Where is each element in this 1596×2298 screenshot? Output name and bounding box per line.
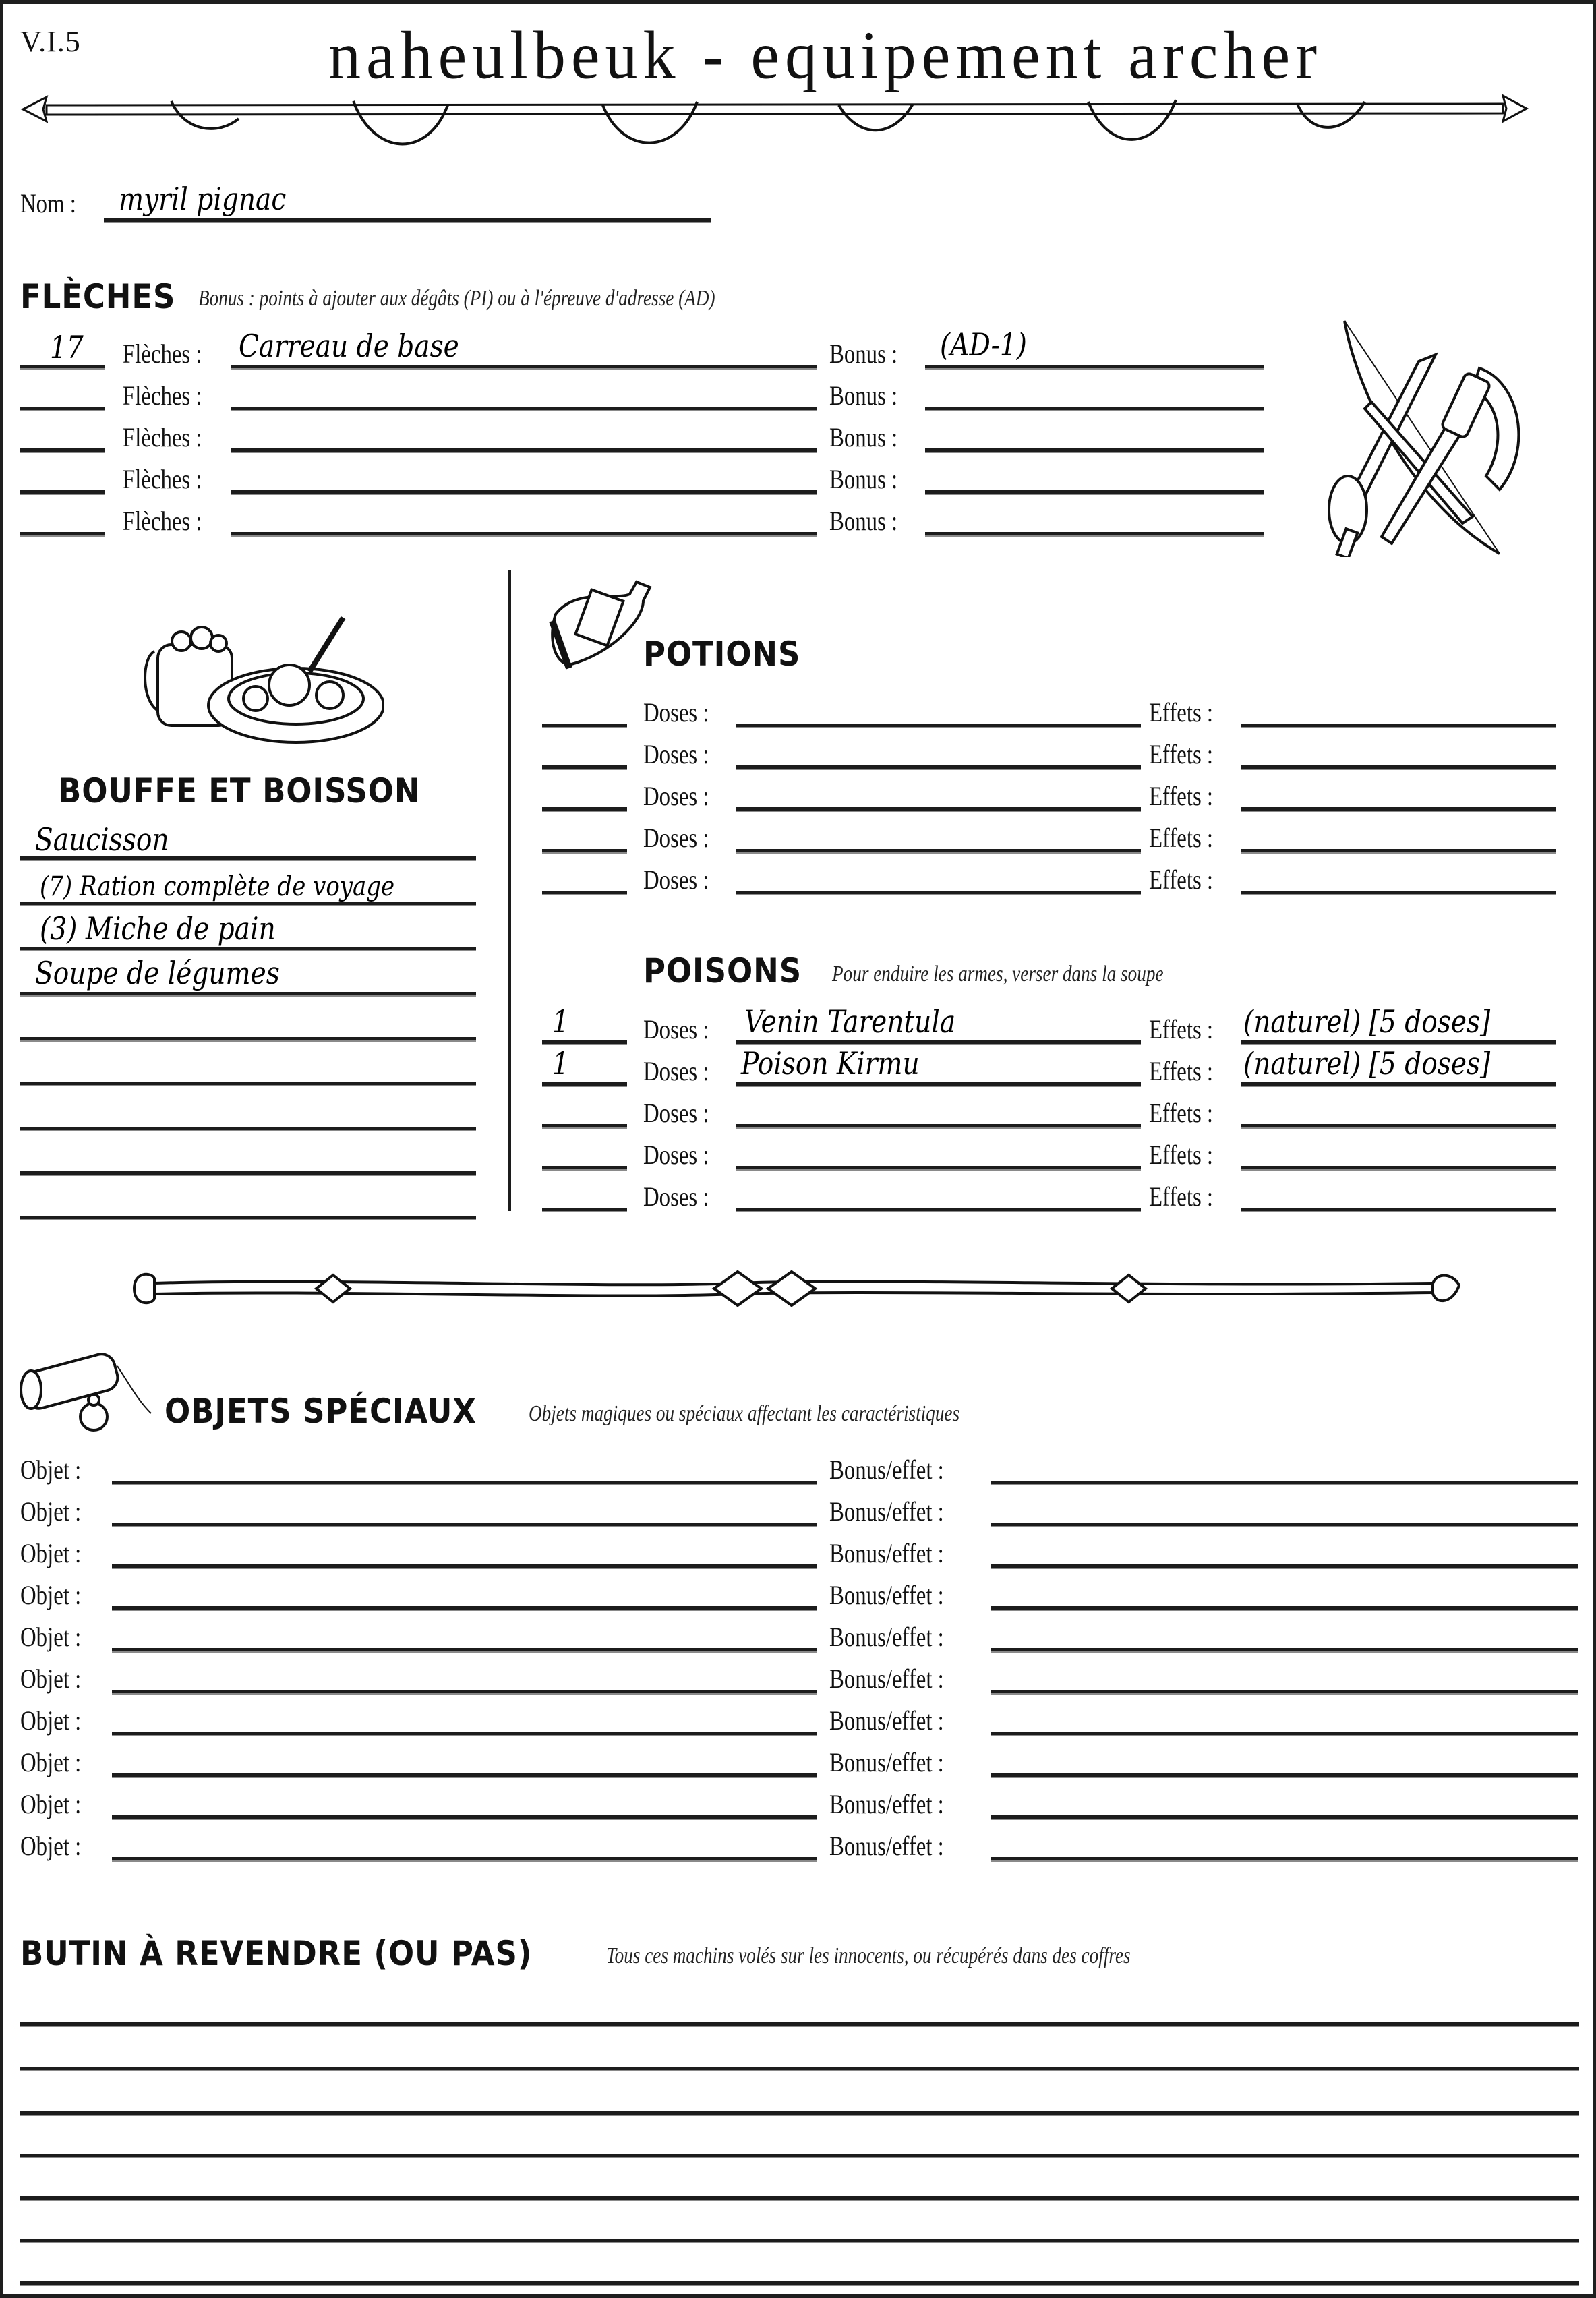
objet-label: Objet : <box>20 1747 82 1777</box>
effets-label: Effets : <box>1149 1014 1214 1044</box>
poison-name-input[interactable]: Poison Kirmu <box>741 1045 920 1082</box>
doses-label: Doses : <box>643 1140 709 1170</box>
objet-bonus-input[interactable] <box>991 1690 1578 1695</box>
butin-section-title: BUTIN À REVENDRE (OU PAS) <box>20 1934 533 1973</box>
fleches-section-subtitle: Bonus : points à ajouter aux dégâts (PI) ou à l'épreuve d'adresse (AD) <box>198 286 715 311</box>
objets-section-title: OBJETS SPÉCIAUX <box>165 1392 477 1431</box>
poisons-section-subtitle: Pour enduire les armes, verser dans la soupe <box>832 962 1164 986</box>
poison-effect-input[interactable] <box>1241 1208 1556 1212</box>
scroll-and-ring-icon <box>16 1339 158 1434</box>
potion-effect-input[interactable] <box>1241 724 1556 728</box>
objet-label: Objet : <box>20 1831 82 1861</box>
bouffe-item-input[interactable] <box>20 1216 476 1220</box>
count-line <box>20 490 105 495</box>
fleches-label: Flèches : <box>123 464 202 494</box>
effets-label: Effets : <box>1149 1098 1214 1128</box>
bouffe-item-input[interactable]: (3) Miche de pain <box>40 910 276 947</box>
effect-line <box>1241 1082 1556 1087</box>
bonus-effet-label: Bonus/effet : <box>829 1663 944 1694</box>
objet-bonus-input[interactable] <box>991 1857 1578 1862</box>
objet-name-input[interactable] <box>112 1773 817 1778</box>
butin-line-input[interactable] <box>20 2067 1579 2071</box>
bouffe-section-title: BOUFFE ET BOISSON <box>58 771 421 811</box>
objet-name-input[interactable] <box>112 1857 817 1862</box>
bonus-effet-label: Bonus/effet : <box>829 1705 944 1736</box>
bonus-effet-label: Bonus/effet : <box>829 1789 944 1819</box>
column-divider <box>508 570 511 1211</box>
effets-label: Effets : <box>1149 781 1214 811</box>
poison-name-input[interactable] <box>736 1166 1141 1171</box>
objet-name-input[interactable] <box>112 1648 817 1653</box>
objet-bonus-input[interactable] <box>991 1732 1578 1736</box>
potion-name-input[interactable] <box>736 807 1141 812</box>
poison-name-input[interactable] <box>736 1124 1141 1129</box>
mug-and-plate-icon <box>141 604 384 746</box>
potion-effect-input[interactable] <box>1241 891 1556 895</box>
potion-effect-input[interactable] <box>1241 849 1556 854</box>
potion-name-input[interactable] <box>736 724 1141 728</box>
bonus-line <box>925 365 1264 370</box>
bonus-label: Bonus : <box>829 422 898 452</box>
bonus-effet-label: Bonus/effet : <box>829 1454 944 1485</box>
fleches-label: Flèches : <box>123 422 202 452</box>
staff-ornament-icon <box>131 1268 1466 1309</box>
poison-effect-input[interactable]: (naturel) [5 doses] <box>1243 1045 1491 1082</box>
butin-line-input[interactable] <box>20 2196 1579 2201</box>
fleches-count-input[interactable]: 17 <box>50 329 84 365</box>
doses-label: Doses : <box>643 1181 709 1212</box>
potion-count-input[interactable] <box>542 849 627 854</box>
objet-label: Objet : <box>20 1580 82 1610</box>
bonus-effet-label: Bonus/effet : <box>829 1747 944 1777</box>
objet-name-input[interactable] <box>112 1523 817 1527</box>
poison-effect-input[interactable]: (naturel) [5 doses] <box>1243 1003 1491 1040</box>
fleches-label: Flèches : <box>123 380 202 411</box>
fleches-name-input[interactable] <box>231 532 817 537</box>
bouffe-item-input[interactable] <box>20 1082 476 1086</box>
effets-label: Effets : <box>1149 1056 1214 1086</box>
objet-label: Objet : <box>20 1789 82 1819</box>
name-line <box>736 1082 1141 1087</box>
bonus-label: Bonus : <box>829 506 898 536</box>
objet-bonus-input[interactable] <box>991 1481 1578 1485</box>
effect-line <box>1241 1040 1556 1045</box>
count-line <box>20 365 105 370</box>
objet-name-input[interactable] <box>112 1732 817 1736</box>
potion-count-input[interactable] <box>542 807 627 812</box>
fleches-name-input[interactable] <box>231 448 817 453</box>
objet-name-input[interactable] <box>112 1690 817 1695</box>
bouffe-item-input[interactable]: (7) Ration complète de voyage <box>40 871 395 902</box>
butin-section-subtitle: Tous ces machins volés sur les innocents, ou récupérés dans des coffres <box>606 1943 1131 1968</box>
potion-name-input[interactable] <box>736 849 1141 854</box>
poison-count-input[interactable] <box>542 1208 627 1212</box>
doses-label: Doses : <box>643 1098 709 1128</box>
effets-label: Effets : <box>1149 1181 1214 1212</box>
objets-section-subtitle: Objets magiques ou spéciaux affectant les caractéristiques <box>529 1401 960 1426</box>
objet-label: Objet : <box>20 1454 82 1485</box>
crossed-weapons-icon <box>1318 314 1574 557</box>
bonus-effet-label: Bonus/effet : <box>829 1580 944 1610</box>
poison-effect-input[interactable] <box>1241 1124 1556 1129</box>
bonus-effet-label: Bonus/effet : <box>829 1831 944 1861</box>
objet-label: Objet : <box>20 1705 82 1736</box>
poison-count-input[interactable] <box>542 1124 627 1129</box>
fleches-bonus-input[interactable] <box>925 407 1264 411</box>
butin-line-input[interactable] <box>20 2022 1579 2027</box>
doses-label: Doses : <box>643 697 709 728</box>
objet-bonus-input[interactable] <box>991 1648 1578 1653</box>
butin-line-input[interactable] <box>20 2239 1579 2243</box>
objet-bonus-input[interactable] <box>991 1773 1578 1778</box>
butin-line-input[interactable] <box>20 2281 1579 2286</box>
effets-label: Effets : <box>1149 1140 1214 1170</box>
name-label: Nom : <box>20 188 76 218</box>
objet-name-input[interactable] <box>112 1815 817 1820</box>
bouffe-item-input[interactable] <box>20 1037 476 1042</box>
objet-name-input[interactable] <box>112 1564 817 1569</box>
doses-label: Doses : <box>643 823 709 853</box>
bouffe-item-input[interactable]: Soupe de légumes <box>35 955 280 991</box>
count-line <box>20 448 105 453</box>
effets-label: Effets : <box>1149 697 1214 728</box>
bouffe-item-input[interactable]: Saucisson <box>35 821 169 858</box>
bonus-label: Bonus : <box>829 380 898 411</box>
fleches-section-title: FLÈCHES <box>20 277 176 316</box>
doses-label: Doses : <box>643 781 709 811</box>
potion-effect-input[interactable] <box>1241 765 1556 770</box>
objet-name-input[interactable] <box>112 1481 817 1485</box>
bouffe-line <box>20 947 476 951</box>
objet-bonus-input[interactable] <box>991 1564 1578 1569</box>
fleches-label: Flèches : <box>123 506 202 536</box>
objet-label: Objet : <box>20 1538 82 1568</box>
bouffe-item-input[interactable] <box>20 1127 476 1131</box>
potions-section-title: POTIONS <box>643 635 801 674</box>
bonus-effet-label: Bonus/effet : <box>829 1622 944 1652</box>
bouffe-line <box>20 992 476 997</box>
poison-name-input[interactable]: Venin Tarentula <box>744 1003 956 1040</box>
effets-label: Effets : <box>1149 739 1214 769</box>
doses-label: Doses : <box>643 1014 709 1044</box>
poison-count-input[interactable]: 1 <box>552 1003 569 1040</box>
butin-line-input[interactable] <box>20 2111 1579 2116</box>
arrow-ribbon-ornament-icon <box>16 92 1533 152</box>
count-line <box>542 1082 627 1087</box>
butin-line-input[interactable] <box>20 2154 1579 2158</box>
objet-name-input[interactable] <box>112 1606 817 1611</box>
bonus-label: Bonus : <box>829 338 898 369</box>
objet-label: Objet : <box>20 1496 82 1527</box>
count-line <box>542 1040 627 1045</box>
count-line <box>20 407 105 411</box>
effets-label: Effets : <box>1149 823 1214 853</box>
fleches-bonus-input[interactable]: (AD-1) <box>940 326 1027 363</box>
fleches-label: Flèches : <box>123 338 202 369</box>
fleches-bonus-input[interactable] <box>925 448 1264 453</box>
bonus-effet-label: Bonus/effet : <box>829 1496 944 1527</box>
potion-effect-input[interactable] <box>1241 807 1556 812</box>
bouffe-line <box>20 902 476 906</box>
potion-name-input[interactable] <box>736 891 1141 895</box>
fleches-bonus-input[interactable] <box>925 532 1264 537</box>
potion-count-input[interactable] <box>542 891 627 895</box>
fleches-name-input[interactable] <box>231 490 817 495</box>
objet-label: Objet : <box>20 1622 82 1652</box>
name-line <box>736 1040 1141 1045</box>
fleches-name-input[interactable] <box>231 407 817 411</box>
poison-effect-input[interactable] <box>1241 1166 1556 1171</box>
name-field-line <box>104 218 711 223</box>
potion-name-input[interactable] <box>736 765 1141 770</box>
fleches-bonus-input[interactable] <box>925 490 1264 495</box>
page-title: naheulbeuk - equipement archer <box>328 17 1323 93</box>
poisons-section-title: POISONS <box>643 951 802 991</box>
effets-label: Effets : <box>1149 864 1214 895</box>
fleches-name-input[interactable]: Carreau de base <box>239 328 459 364</box>
bouffe-item-input[interactable] <box>20 1171 476 1176</box>
bonus-effet-label: Bonus/effet : <box>829 1538 944 1568</box>
objet-bonus-input[interactable] <box>991 1606 1578 1611</box>
name-line <box>231 365 817 370</box>
doses-label: Doses : <box>643 739 709 769</box>
poison-name-input[interactable] <box>736 1208 1141 1212</box>
name-input[interactable]: myril pignac <box>119 181 287 217</box>
version-label: V.I.5 <box>20 25 81 58</box>
objet-bonus-input[interactable] <box>991 1815 1578 1820</box>
bonus-label: Bonus : <box>829 464 898 494</box>
potion-count-input[interactable] <box>542 724 627 728</box>
poison-count-input[interactable] <box>542 1166 627 1171</box>
objet-label: Objet : <box>20 1663 82 1694</box>
objet-bonus-input[interactable] <box>991 1523 1578 1527</box>
doses-label: Doses : <box>643 864 709 895</box>
doses-label: Doses : <box>643 1056 709 1086</box>
count-line <box>20 532 105 537</box>
potion-count-input[interactable] <box>542 765 627 770</box>
poison-count-input[interactable]: 1 <box>552 1045 569 1082</box>
